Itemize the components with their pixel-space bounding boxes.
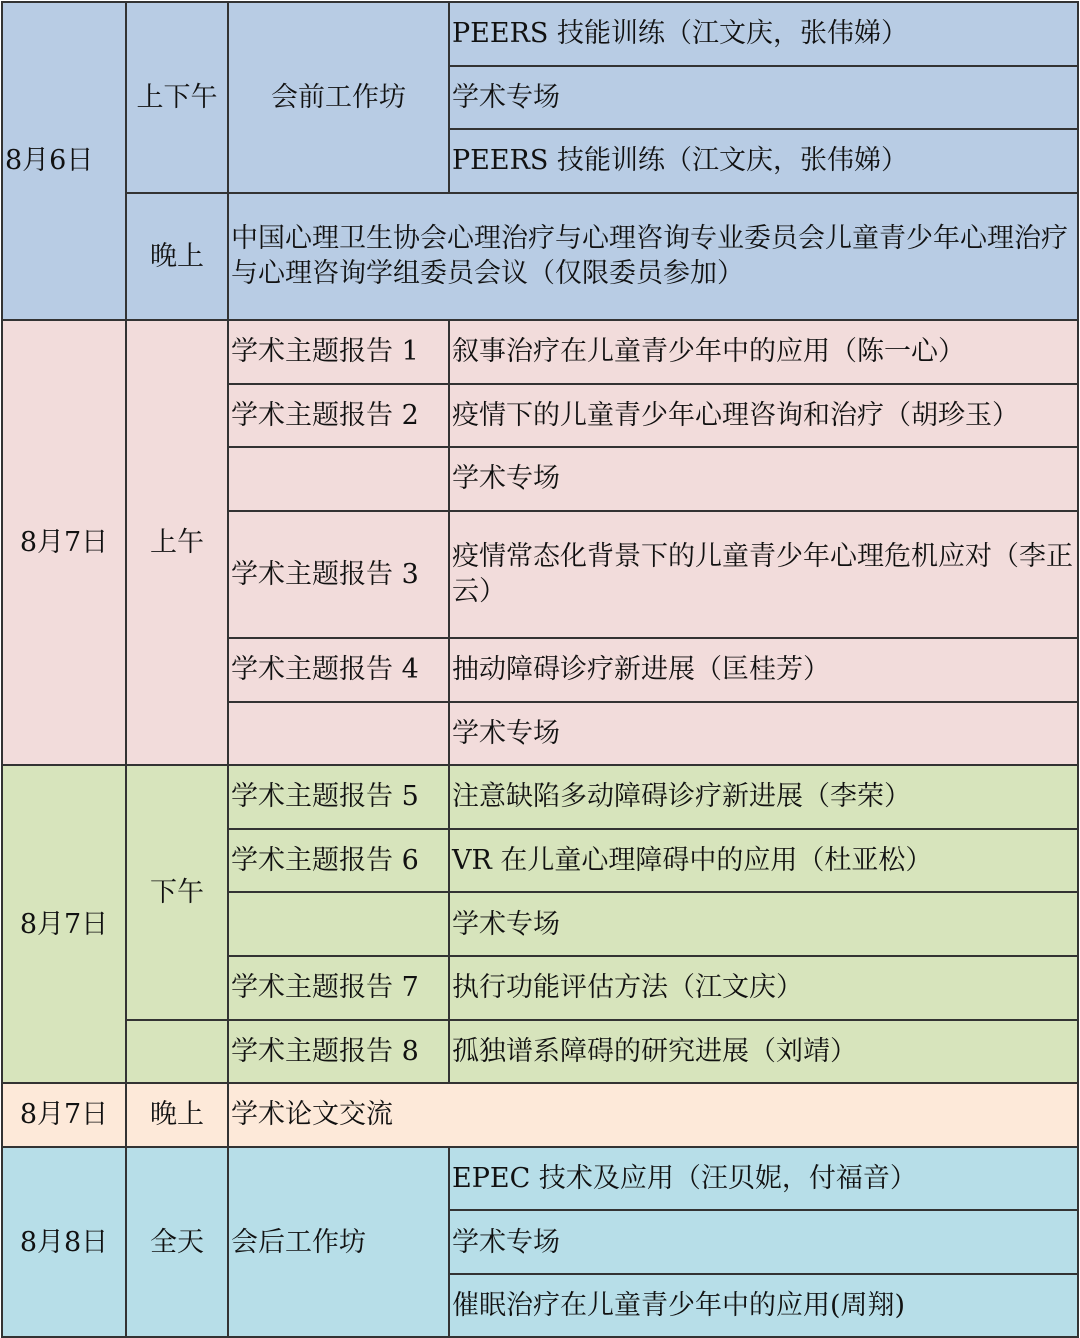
report-label: 学术主题报告 7 — [228, 956, 449, 1020]
period-cell-aug7-am: 上午 — [126, 320, 228, 765]
report-label-empty — [228, 702, 449, 766]
paper-exchange-cell: 学术论文交流 — [228, 1083, 1078, 1147]
session-topic: 学术专场 — [449, 66, 1078, 130]
report-topic: 疫情常态化背景下的儿童青少年心理危机应对（李正云） — [449, 511, 1078, 638]
report-topic: 学术专场 — [449, 702, 1078, 766]
session-topic: PEERS 技能训练（江文庆，张伟娣） — [449, 129, 1078, 193]
period-cell-empty — [126, 1020, 228, 1084]
session-topic: EPEC 技术及应用（汪贝妮，付福音） — [449, 1147, 1078, 1211]
table-row — [2, 765, 1078, 829]
date-cell-aug7-eve: 8月7日 — [2, 1083, 126, 1147]
report-label-empty — [228, 892, 449, 956]
date-cell-aug6: 8月6日 — [2, 2, 126, 320]
table-row — [2, 193, 1078, 257]
report-label: 学术主题报告 6 — [228, 829, 449, 893]
report-topic: 疫情下的儿童青少年心理咨询和治疗（胡珍玉） — [449, 384, 1078, 448]
period-cell-aug8: 全天 — [126, 1147, 228, 1338]
report-topic: 学术专场 — [449, 892, 1078, 956]
period-cell-aug6-day: 上下午 — [126, 2, 228, 193]
table-row — [2, 1147, 1078, 1211]
report-topic: 学术专场 — [449, 447, 1078, 511]
report-topic: 叙事治疗在儿童青少年中的应用（陈一心） — [449, 320, 1078, 384]
report-topic: 注意缺陷多动障碍诊疗新进展（李荣） — [449, 765, 1078, 829]
session-topic: 学术专场 — [449, 1210, 1078, 1274]
report-topic: 孤独谱系障碍的研究进展（刘靖） — [449, 1020, 1078, 1084]
date-cell-aug7-pm: 8月7日 — [2, 765, 126, 1083]
period-cell-aug6-evening: 晚上 — [126, 193, 228, 320]
report-label: 学术主题报告 5 — [228, 765, 449, 829]
date-cell-aug7-am: 8月7日 — [2, 320, 126, 765]
report-label: 学术主题报告 1 — [228, 320, 449, 384]
report-topic: 抽动障碍诊疗新进展（匡桂芳） — [449, 638, 1078, 702]
period-cell-aug7-pm: 下午 — [126, 765, 228, 1019]
table-row — [2, 2, 1078, 66]
period-cell-aug7-eve: 晚上 — [126, 1083, 228, 1147]
workshop-label-post: 会后工作坊 — [228, 1147, 449, 1338]
report-topic: 执行功能评估方法（江文庆） — [449, 956, 1078, 1020]
date-cell-aug8: 8月8日 — [2, 1147, 126, 1338]
report-label: 学术主题报告 2 — [228, 384, 449, 448]
table-row — [2, 1083, 1078, 1147]
schedule-table — [1, 1, 1079, 1338]
report-label-empty — [228, 447, 449, 511]
table-row — [2, 1020, 1078, 1084]
report-topic: VR 在儿童心理障碍中的应用（杜亚松） — [449, 829, 1078, 893]
committee-meeting-cell: 中国心理卫生协会心理治疗与心理咨询专业委员会儿童青少年心理治疗与心理咨询学组委员会议（仅限委员参加） — [228, 193, 1078, 320]
session-topic: 催眠治疗在儿童青少年中的应用(周翔) — [449, 1274, 1078, 1338]
table-row — [2, 320, 1078, 384]
workshop-label-pre: 会前工作坊 — [228, 2, 449, 193]
session-topic: PEERS 技能训练（江文庆，张伟娣） — [449, 2, 1078, 66]
report-label: 学术主题报告 4 — [228, 638, 449, 702]
report-label: 学术主题报告 8 — [228, 1020, 449, 1084]
report-label: 学术主题报告 3 — [228, 511, 449, 638]
